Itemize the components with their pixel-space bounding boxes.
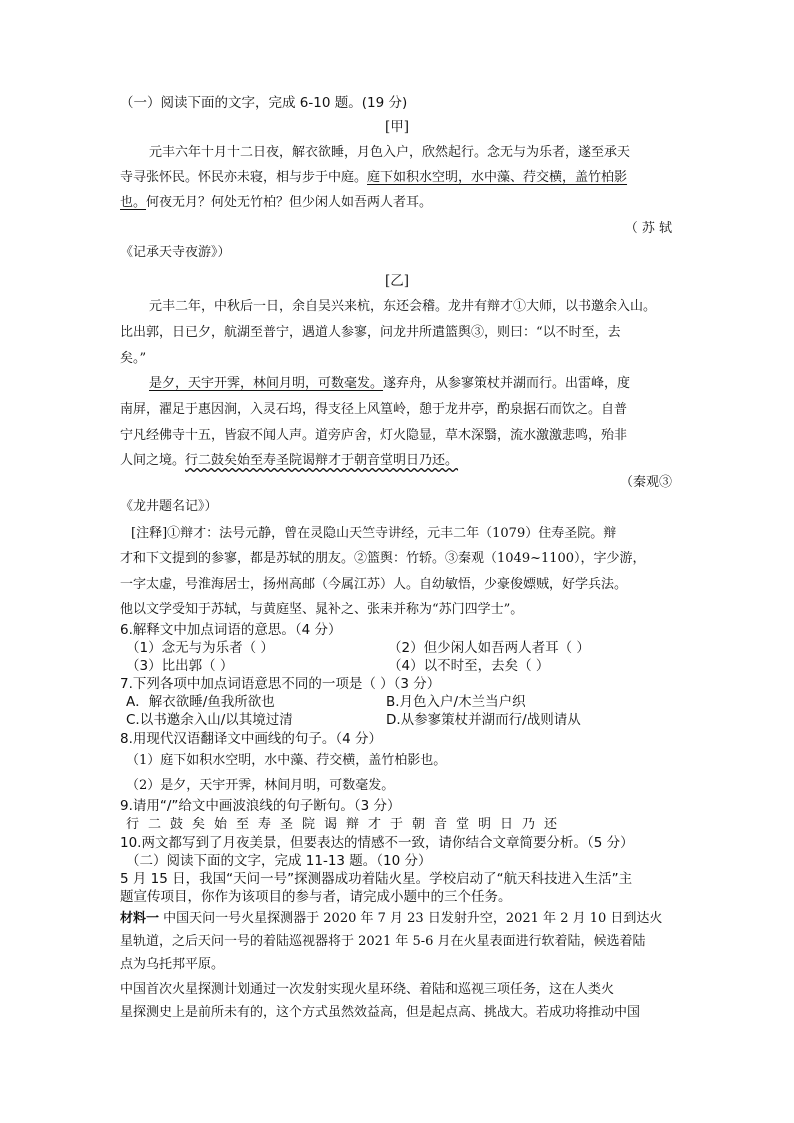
jia-line-1: 元丰六年十月十二日夜，解衣欲睡，月色入户，欣然起行。念无与为乐者，遂至承天	[149, 145, 631, 160]
notes-line-3: 一字太虚，号淮海居士，扬州高邮（今属江苏）人。自幼敏悟，少豪俊嫖贼，好学兵法。	[120, 577, 628, 592]
section2-intro-1: 5 月 15 日，我国“天问一号”探测器成功着陆火星。学校启动了“航天科技进入生活”主	[120, 871, 633, 887]
q10-stem: 10.两文都写到了月夜美景，但要表达的情感不一致，请你结合文章简要分析。（5 分）	[120, 835, 634, 851]
yi-underlined-sentence: 是夕，天宇开霁，林间月明，可数毫发。	[149, 376, 384, 391]
jia-line-2-text: 寺寻张怀民。怀民亦未寝，相与步于中庭。	[120, 170, 368, 185]
yi-line-5: 南屏，濯足于惠因涧，入灵石坞，得支径上风篁岭，憩于龙井亭，酌泉据石而饮之。自普	[120, 402, 628, 417]
q6-item-3: （3）比出郭（ ）	[126, 658, 234, 674]
yi-source: 《龙井题名记》）	[120, 499, 218, 514]
yi-line-3: 矣。”	[120, 351, 147, 366]
material1-line-1-text: 中国天问一号火星探测器于 2020 年 7 月 23 日发射升空，2021 年 2 月 10 日到达火	[159, 911, 663, 926]
q6-item-4: （4）以不时至，去矣（ ）	[388, 658, 550, 674]
jia-line-3	[120, 194, 432, 212]
material1-line-1	[120, 910, 662, 928]
yi-line-7	[120, 452, 458, 470]
q9-sentence: 行二鼓矣始至寿圣院谒辩才于朝音堂明日乃还	[126, 817, 567, 832]
q8-item-2: （2）是夕，天宇开霁，林间月明，可数毫发。	[126, 778, 395, 793]
yi-line-7-text: 人间之境。	[120, 453, 186, 468]
section1-title: （一）阅读下面的文字，完成 6-10 题。(19 分)	[120, 95, 408, 111]
q7-option-d: D.从参寥策杖并湖而行/战则请从	[386, 712, 581, 728]
section2-intro-2: 题宣传项目，你作为该项目的参与者，请完成小题中的三个任务。	[120, 889, 512, 905]
material1-label: 材料一	[120, 911, 160, 926]
q8-stem: 8.用现代汉语翻译文中画线的句子。（4 分）	[120, 731, 383, 747]
section2-title: （二）阅读下面的文字，完成 11-13 题。（10 分）	[126, 853, 432, 869]
yi-line-2: 比出郭，日已夕，航湖至普宁，遇道人参寥，问龙井所遣篮舆③，则曰：“以不时至，去	[120, 325, 621, 340]
yi-line-1: 元丰二年，中秋后一日，余自吴兴来杭，东还会稽。龙井有辩才①大师，以书邀余入山。	[149, 299, 657, 314]
q7-option-c: C.以书邀余入山/以其境过清	[126, 712, 293, 728]
q9-stem: 9.请用“/”给文中画波浪线的句子断句。（3 分）	[120, 798, 401, 814]
yi-line-4-text: 遂弃舟，从参寥策杖并湖而行。出雷峰，度	[383, 376, 631, 391]
yi-line-6: 宁凡经佛寺十五，皆寂不闻人声。道旁庐舍，灯火隐显，草木深翳，流水激激悲鸣，殆非	[120, 428, 628, 443]
q7-option-a: A．解衣欲睡/鱼我所欲也	[126, 694, 275, 710]
q6-item-2: （2）但少闲人如吾两人者耳（ ）	[388, 640, 590, 656]
notes-line-2: 才和下文提到的参寥，都是苏轼的朋友。②篮舆：竹轿。③秦观（1049~1100），字少游，	[120, 551, 646, 566]
yi-author: （秦观③	[619, 475, 672, 490]
jia-underlined-sentence-part2: 也。	[120, 195, 147, 210]
yi-wavy-sentence: 行二鼓矣始至寿圣院谒辩才于朝音堂明日乃还。	[185, 453, 459, 468]
material1-line-2: 星轨道，之后天问一号的着陆巡视器将于 2021 年 5-6 月在火星表面进行软着陆，候选着陆	[120, 934, 646, 949]
q7-stem: 7.下列各项中加点词语意思不同的一项是（ ）（3 分）	[120, 676, 441, 692]
q6-item-1: （1）念无与为乐者（ ）	[126, 640, 274, 656]
jia-line-2	[120, 169, 627, 187]
passage-yi-label: [乙]	[384, 273, 410, 289]
jia-source: 《记承天寺夜游》）	[120, 245, 231, 260]
q7-option-b: B.月色入户/木兰当户织	[386, 694, 526, 710]
jia-underlined-sentence-part1: 庭下如积水空明，水中藻、荇交横，盖竹柏影	[367, 170, 628, 185]
material1-line-3: 点为乌托邦平原。	[120, 957, 225, 972]
passage-jia-label: [甲]	[384, 119, 410, 135]
q6-stem: 6.解释文中加点词语的意思。（4 分）	[120, 622, 342, 638]
notes-line-1: [注释]①辩才：法号元静，曾在灵隐山天竺寺讲经，元丰二年（1079）住寿圣院。辩	[131, 526, 617, 541]
yi-line-4	[149, 375, 630, 393]
notes-line-4: 他以文学受知于苏轼，与黄庭坚、晁补之、张耒并称为“苏门四学士”。	[120, 602, 524, 617]
q8-item-1: （1）庭下如积水空明，水中藻、荇交横，盖竹柏影也。	[126, 753, 447, 768]
jia-author: （ 苏 轼	[624, 221, 672, 236]
material1-line-4: 中国首次火星探测计划通过一次发射实现火星环绕、着陆和巡视三项任务，这在人类火	[120, 982, 615, 997]
material1-line-5: 星探测史上是前所未有的，这个方式虽然效益高，但是起点高、挑战大。若成功将推动中国	[120, 1005, 641, 1020]
jia-line-3-text: 何夜无月？何处无竹柏？但少闲人如吾两人者耳。	[146, 195, 433, 210]
